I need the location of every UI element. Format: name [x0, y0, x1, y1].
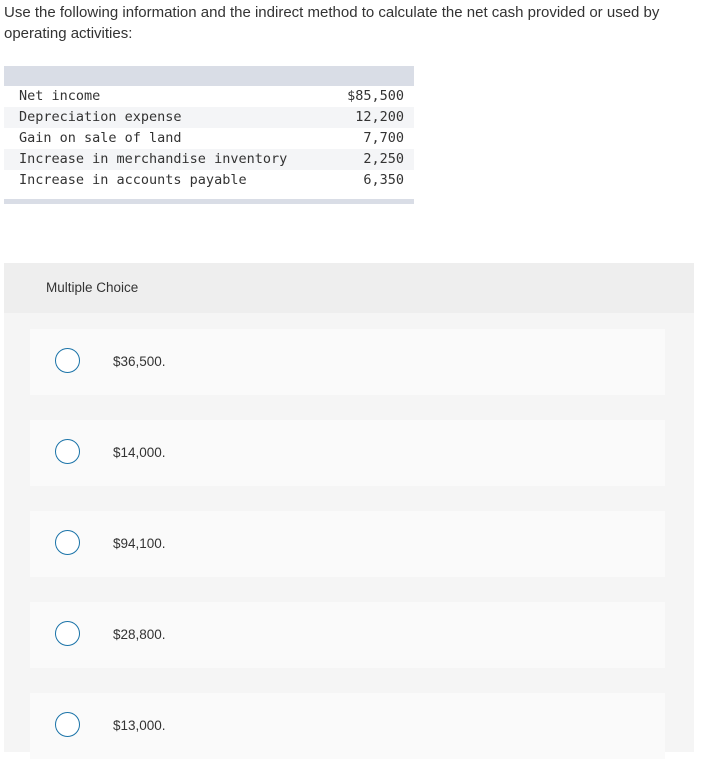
data-table: [4, 66, 414, 204]
row-label: Net income: [19, 88, 101, 104]
table-row: [4, 107, 414, 128]
row-label: Gain on sale of land: [19, 130, 182, 146]
choice-label: $94,100.: [113, 536, 166, 551]
row-value: 6,350: [363, 172, 404, 188]
radio-button-icon[interactable]: [55, 439, 80, 464]
row-value: 2,250: [336, 149, 414, 170]
choice-option-1[interactable]: [30, 329, 665, 395]
table-bottom-bar: [4, 199, 414, 204]
choice-label: $36,500.: [113, 354, 166, 369]
row-label: Depreciation expense: [4, 107, 336, 128]
radio-button-icon[interactable]: [55, 530, 80, 555]
row-label: Increase in accounts payable: [19, 172, 247, 188]
question-text: Use the following information and the indirect method to calculate the net cash provided or used by operating activities:: [4, 4, 660, 42]
row-label: Increase in merchandise inventory: [4, 149, 336, 170]
choice-option-4[interactable]: [30, 602, 665, 668]
table-row: [4, 170, 414, 191]
row-value: $85,500: [347, 88, 404, 104]
row-value: 12,200: [336, 107, 414, 128]
radio-button-icon[interactable]: [55, 621, 80, 646]
multiple-choice-panel: [4, 263, 694, 752]
choice-label: $13,000.: [113, 718, 166, 733]
choice-option-2[interactable]: [30, 420, 665, 486]
table-row: [4, 128, 414, 149]
table-top-bar: [4, 66, 414, 86]
choice-label: $28,800.: [113, 627, 166, 642]
multiple-choice-header: Multiple Choice: [4, 263, 694, 313]
choice-option-3[interactable]: [30, 511, 665, 577]
radio-button-icon[interactable]: [55, 348, 80, 373]
choice-option-5[interactable]: [30, 693, 665, 759]
row-value: 7,700: [363, 130, 404, 146]
table-row: [4, 149, 414, 170]
radio-button-icon[interactable]: [55, 712, 80, 737]
table-row: [4, 86, 414, 107]
choice-label: $14,000.: [113, 445, 166, 460]
